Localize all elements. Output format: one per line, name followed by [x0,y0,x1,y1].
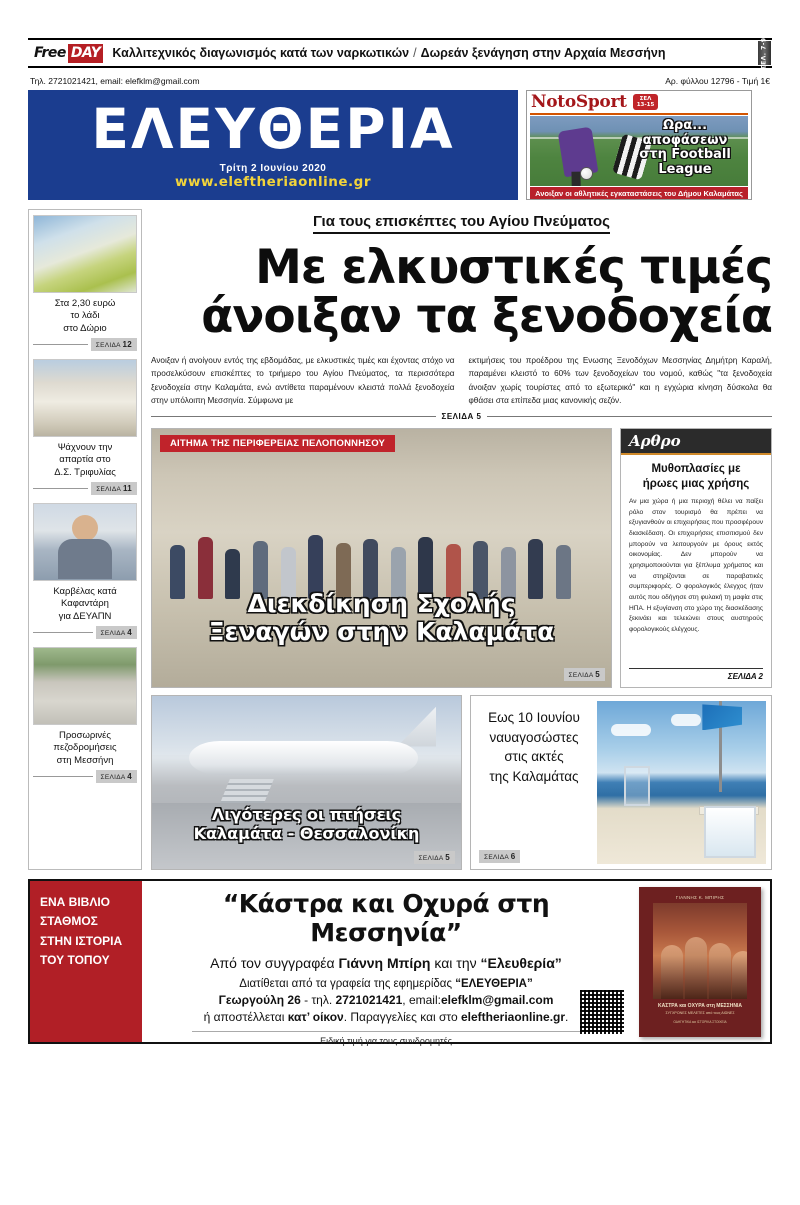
sidebar-item-karvelas[interactable] [33,503,137,641]
rule [33,488,88,489]
publication-date: Τρίτη 2 Ιουνίου 2020 [219,163,327,174]
sidebar-caption-line2: απαρτία στο [59,454,111,466]
lead-headline [151,240,772,344]
article-section-title: Αρθρο [621,429,771,453]
notosport-overlay-line3: στη Football [639,147,731,163]
notosport-divider [530,113,748,115]
sidebar-page-ref [33,338,137,353]
page-badge-label: ΣΕΛΙΔΑ [96,486,121,494]
sidebar-page-ref [33,626,137,641]
ad-email-pre: , email: [402,993,441,1008]
freeday-top-banner [28,38,772,68]
ad-red-line3: ΣΤΗΝ ΙΣΤΟΡΙΑ [40,933,123,948]
article-title-line1: Μυθοπλασίες με [651,463,741,476]
notosport-title: NotoSport [531,92,627,112]
page-badge-number: 12 [122,340,132,350]
page-badge-number: 5 [595,670,600,680]
book-cover-subtitle: ΣΥΓΧΡΟΝΕΣ ΜΕΛΕΤΕΣ από τους ΑΙΩΝΕΣ [665,1011,735,1016]
page-badge-label: ΣΕΛΙΔΑ [568,672,594,680]
article-opinion-box[interactable] [620,428,772,688]
notosport-badge-line2: 13-15 [636,102,655,108]
article-body-text: Αν μια χώρα ή μια περιοχή θέλει να παίξει ρόλο στον τουρισμό θα πρέπει να εξυγιανθούν οι επιχειρήσεις που προσφέρουν διασκέδαση. Οι επιχειρήσεις επισιτισμού δεν μπορούν να λειτουργούν με όρους εκτός οικονομίας. Δεν μπορούν να χρησιμοποιούνται για ξέπλυμα χρήματος και να στηρίζονται σε παραβατικές συμπεριφορές. Ο φορολογικός έλεγχος ήταν αυτός που οδήγησε στη φυλακή τη μαφία στις ΗΠΑ. Η εξυγίανση στο χώρο της διασκέδασης ξεκινάει και τελειώνει στους αυστηρούς φορολογικούς ελέγχους. [629,498,763,634]
pedestrian-street-photo [33,647,137,725]
main-column [151,209,772,870]
rule [33,632,93,633]
freeday-tagline-right: Δωρεάν ξενάγηση στην Αρχαία Μεσσήνη [420,46,666,60]
sidebar-caption [33,725,137,770]
sidebar-caption [33,293,137,338]
notosport-overlay-line1: Ωρα... [662,118,708,133]
lead-headline-line2: άνοιξαν τα ξενοδοχεία [201,289,772,344]
page-badge-label: ΣΕΛΙΔΑ [100,630,126,638]
book-cover [639,887,761,1037]
sidebar-caption [33,581,137,626]
page-badge [96,626,137,639]
ad-subscriber-note: Ειδική τιμή για τους συνδρομητές [192,1031,580,1046]
book-cover-note: ΟΔΗΓΗΤΙΚΑ και ΙΣΤΟΡΙΚΑ ΣΤΟΙΧΕΙΑ [673,1020,727,1025]
ad-email[interactable]: elefklm@gmail.com [440,993,554,1008]
lead-kicker-wrap [151,209,772,234]
masthead-info-line [28,76,772,86]
sidebar-caption-line3: στη Μεσσήνη [56,754,114,766]
page-badge-label: ΣΕΛΙΔΑ [100,774,126,782]
sidebar-caption-line3: στο Δώριο [63,322,107,334]
newspaper-front-page [0,38,800,1205]
football-icon [580,167,593,180]
feature-row [151,428,772,688]
issue-info: Αρ. φύλλου 12796 - Τιμή 1€ [665,76,770,86]
ad-availability-line [152,978,620,990]
lead-body-left: Ανοιξαν ή ανοίγουν εντός της εβδομάδας, με ελκυστικές τιμές και έχοντας στόχο να προσελκύσουν επισκέπτες το τριήμερο του Αγίου Πνεύματος, τα περισσότερα ξενοδοχεία στην Καλαμάτα, ενώ αντίθετα παραμένουν κλειστά πολλά ξενοδοχεία στην υπόλοιπη Μεσσηνία. Σύμφωνα με [151,356,455,405]
rule-left [151,416,436,417]
sidebar-caption-line2: το λάδι [70,310,100,322]
sidebar-caption-line3: Δ.Σ. Τριφυλίας [54,466,116,478]
ad-order-pre: ή αποστέλλεται [203,1010,288,1025]
rule [33,776,93,777]
page-badge-number: 4 [127,772,132,782]
side-page-label-text: ΣΕΛ. 7-9 [761,36,768,70]
ad-address: Γεωργούλη 26 [218,993,301,1008]
article-title [621,455,771,497]
lifeguards-line2: ναυαγοσώστες [489,729,579,745]
ad-author-line [152,955,620,971]
sidebar-page-ref [33,770,137,785]
notosport-football-photo [530,116,748,186]
tagline-separator: / [413,46,417,60]
lead-body-columns [151,354,772,407]
ad-red-line2: ΣΤΑΘΜΟΣ [40,914,98,929]
lead-page-ref: ΣΕΛΙΔΑ 5 [441,412,482,422]
sidebar-caption-line1: Προσωρινές [59,730,111,742]
notosport-badge-line1: ΣΕΛ [639,95,652,102]
page-badge-label: ΣΕΛΙΔΑ [418,855,444,863]
flights-overlay-line2: Καλαμάτα - Θεσσαλονίκη [193,823,420,843]
rule-right [487,416,772,417]
ad-paper-name: “Ελευθερία” [480,955,562,972]
ad-availability-paper: “ΕΛΕΥΘΕΡΙΑ” [455,978,533,991]
main-content-grid [28,209,772,870]
lifeguards-text [471,696,597,869]
lead-page-ref-row [151,412,772,421]
feature-overlay-line1: Διεκδίκηση Σχολής [247,588,516,618]
official-portrait-photo [33,503,137,581]
feature-overlay-line2: Ξεναγών στην Καλαμάτα [208,617,555,647]
ad-contact-line [152,993,620,1007]
ad-order-site[interactable]: eleftheriaonline.gr [461,1010,566,1025]
page-badge-label: ΣΕΛΙΔΑ [95,342,121,350]
book-cover-title: ΚΑΣΤΡΑ και ΟΧΥΡΑ στη ΜΕΣΣΗΝΙΑ [657,1002,743,1009]
lifeguards-page-badge [479,850,520,863]
freeday-logo [32,44,103,63]
tour-group-crowd [152,470,611,599]
sidebar-item-messini[interactable] [33,647,137,785]
page-badge [91,338,137,351]
plane-fuselage [189,741,418,775]
flights-page-badge [414,851,455,864]
book-cover-photo [653,903,747,999]
notosport-overlay-text [626,119,744,177]
ad-availability-pre: Διατίθεται από τα γραφεία της εφημερίδας [239,978,456,991]
masthead [28,90,518,200]
notosport-promo-box[interactable] [526,90,752,200]
newspaper-logo: ΕΛΕΥΘΕΡΙΑ [91,97,455,161]
olive-oil-photo [33,215,137,293]
notosport-overlay-line4: League [658,161,712,177]
sidebar-caption [33,437,137,482]
ad-author-pre: Από τον συγγραφέα [210,955,339,972]
sidebar-item-oil[interactable] [33,215,137,353]
flights-overlay-line1: Λιγότερες οι πτήσεις [211,804,402,824]
notosport-page-badge [633,94,659,111]
page-badge-number: 4 [127,628,132,638]
sidebar-caption-line2: πεζοδρομήσεις [53,742,117,754]
ad-order-end: . [565,1010,569,1025]
article-title-line2: ήρωες μιας χρήσης [642,478,750,491]
ad-order-line [152,1010,620,1024]
sidebar-page-ref [33,482,137,497]
qr-code-icon[interactable] [580,990,624,1034]
page-badge-number: 6 [510,852,516,862]
ad-red-line4: ΤΟΥ ΤΟΠΟΥ [40,952,110,967]
page-badge [96,770,137,783]
feature-lifeguards[interactable] [470,695,772,870]
book-cover-author: ΓΙΑΝΝΗΣ Κ. ΜΠΙΡΗΣ [675,894,725,900]
beach-photo [597,701,766,864]
page-badge-number: 11 [122,484,132,494]
freeday-tagline [112,46,665,60]
sidebar-caption-line3: για ΔΕΥΑΠΝ [58,610,112,622]
ad-red-line1: ΕΝΑ ΒΙΒΛΙΟ [40,895,111,910]
lifeguards-line1: Εως 10 Ιουνίου [488,710,580,726]
rule [33,344,88,345]
ad-phone: 2721021421 [335,993,403,1008]
lifeguard-kiosk [704,806,756,858]
feature-tour-guides[interactable] [151,428,612,688]
lifeguards-line4: της Καλαμάτας [489,768,579,784]
ad-order-mid: . Παραγγελίες και στο [343,1010,461,1025]
ad-order-bold: κατ’ οίκον [287,1010,344,1025]
notosport-header [527,91,751,113]
ad-red-panel [30,881,142,1042]
freeday-free-text: Free [34,45,66,61]
sidebar-caption-line1: Στα 2,30 ευρώ [54,298,116,309]
lead-headline-line1: Με ελκυστικές τιμές [255,240,772,295]
ad-contact-mid: - τηλ. [300,993,336,1008]
lead-body-right: εκτιμήσεις του προέδρου της Ενωσης Ξενοδόχων Μεσσηνίας Δημήτρη Καραλή, παραμένει κλειστό το 60% των ξενοδοχείων του νομού, καθώς "τα ξενοδοχεία άνοιξαν χωρίς τουρίστες από το εξωτερικό" και η εγχώρια κίνηση δύσκολα θα φθάσει στα επίπεδα μιας κανονικής σεζόν. [468,356,772,405]
sidebar-caption-line1: Ψάχνουν την [57,442,113,454]
lifeguard-tower [624,766,650,806]
left-sidebar [28,209,142,870]
book-advertisement[interactable] [28,879,772,1047]
lifeguards-line3: στις ακτές [504,749,564,765]
page-badge-label: ΣΕΛΙΔΑ [484,854,509,862]
bottom-feature-row [151,695,772,870]
ad-book-cover-wrap [630,881,770,1042]
article-page-ref: ΣΕΛΙΔΑ 2 [629,668,763,681]
ad-main-text [142,881,630,1047]
side-page-label [758,36,771,70]
flights-overlay-headline [152,805,461,843]
notosport-overlay-line2: αποφάσεων [642,132,728,148]
sidebar-caption-line1: Καρβέλας κατά [53,586,117,598]
lead-kicker: Για τους επισκέπτες του Αγίου Πνεύματος [313,213,610,234]
ad-book-title: “Κάστρα και Οχυρά στη Μεσσηνία” [222,889,550,948]
freeday-day-text: DAY [68,44,104,63]
feature-page-badge [564,668,605,681]
website-url[interactable]: www.eleftheriaonline.gr [175,174,371,190]
notosport-caption: Ανοιξαν οι αθλητικές εγκαταστάσεις του Δήμου Καλαμάτας [530,187,748,200]
town-hall-photo [33,359,137,437]
feature-red-banner: ΑΙΤΗΜΑ ΤΗΣ ΠΕΡΙΦΕΡΕΙΑΣ ΠΕΛΟΠΟΝΝΗΣΟΥ [160,435,395,452]
blue-flag [702,704,742,730]
contact-info: Τηλ. 2721021421, email: elefklm@gmail.com [30,76,200,86]
page-badge-number: 5 [445,853,450,863]
feature-flights[interactable] [151,695,462,870]
page-badge [91,482,137,495]
masthead-row [28,90,772,200]
ad-author-mid: και την [430,955,481,972]
ad-author-name: Γιάννη Μπίρη [338,955,431,972]
feature-overlay-headline [152,590,611,648]
freeday-tagline-left: Καλλιτεχνικός διαγωνισμός κατά των ναρκωτικών [112,46,410,60]
sidebar-caption-line2: Καφαντάρη [61,598,109,610]
sidebar-item-trifylia[interactable] [33,359,137,497]
